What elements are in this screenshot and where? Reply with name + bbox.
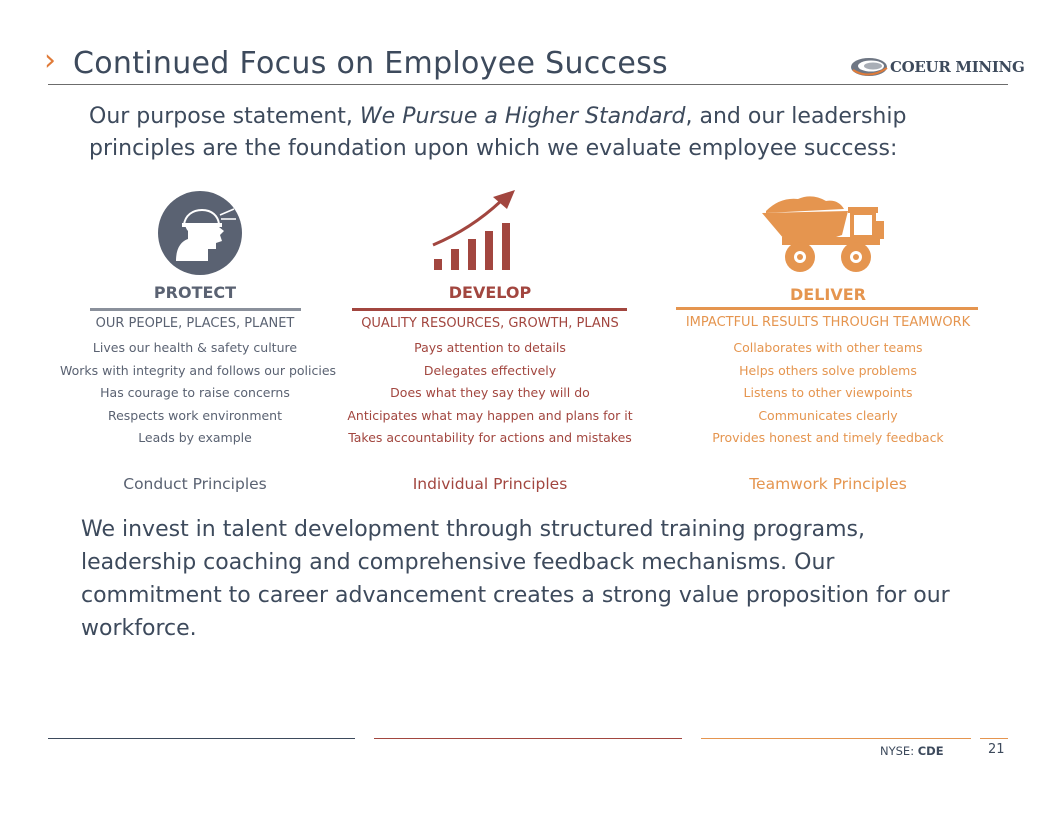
protect-footer: Conduct Principles bbox=[123, 475, 267, 493]
intro-text-before: Our purpose statement, bbox=[89, 104, 360, 129]
deliver-list bbox=[672, 337, 984, 450]
footer-line-red bbox=[374, 738, 682, 739]
develop-divider bbox=[352, 308, 627, 311]
protect-list bbox=[60, 337, 337, 450]
protect-divider bbox=[90, 308, 301, 311]
logo-mark-icon bbox=[850, 54, 890, 80]
list-item: Does what they say they will do bbox=[390, 385, 590, 400]
exchange-label: NYSE: bbox=[880, 744, 918, 758]
miner-helmet-icon bbox=[158, 191, 242, 275]
list-item: Collaborates with other teams bbox=[733, 340, 923, 355]
list-item: Delegates effectively bbox=[423, 362, 557, 378]
list-item: Listens to other viewpoints bbox=[743, 385, 913, 400]
deliver-heading: DELIVER bbox=[790, 285, 866, 304]
list-item: Helps others solve problems bbox=[739, 362, 917, 378]
list-item: Anticipates what may happen and plans for it bbox=[347, 407, 633, 423]
deliver-subheading: IMPACTFUL RESULTS THROUGH TEAMWORK bbox=[685, 315, 971, 330]
deliver-divider bbox=[676, 307, 978, 310]
logo-text: COEUR MINING bbox=[890, 58, 1025, 76]
footer-line-orange-short bbox=[980, 738, 1008, 739]
stock-ticker bbox=[880, 744, 944, 758]
title-divider bbox=[48, 84, 1008, 85]
list-item: Works with integrity and follows our policies bbox=[60, 362, 337, 378]
list-item: Communicates clearly bbox=[758, 407, 898, 423]
footer-line-orange bbox=[701, 738, 971, 739]
develop-list bbox=[345, 337, 635, 450]
develop-footer: Individual Principles bbox=[412, 475, 568, 493]
list-item: Provides honest and timely feedback bbox=[712, 430, 944, 445]
page-number: 21 bbox=[988, 742, 1005, 757]
develop-subheading: QUALITY RESOURCES, GROWTH, PLANS bbox=[361, 316, 619, 331]
footer-line-slate bbox=[48, 738, 355, 739]
list-item: Lives our health & safety culture bbox=[92, 340, 298, 355]
list-item: Has courage to raise concerns bbox=[100, 385, 290, 400]
list-item: Pays attention to details bbox=[414, 340, 566, 355]
intro-text-after: , and our leadership principles are the foundation upon which we evaluate employee success: bbox=[89, 104, 907, 161]
company-logo bbox=[850, 54, 1025, 80]
list-item: Respects work environment bbox=[107, 407, 283, 423]
ticker-symbol: CDE bbox=[917, 744, 944, 758]
intro-statement bbox=[89, 101, 959, 165]
list-item: Takes accountability for actions and mistakes bbox=[348, 430, 632, 445]
talent-development-paragraph: We invest in talent development through structured training programs, leadership coaching and comprehensive feedback mechanisms. Our commitment to career advancement creates a strong value proposition for our workforce. bbox=[81, 517, 950, 641]
develop-heading: DEVELOP bbox=[448, 283, 532, 302]
haul-truck-icon bbox=[760, 195, 888, 273]
protect-subheading: OUR PEOPLE, PLACES, PLANET bbox=[95, 316, 295, 331]
deliver-footer: Teamwork Principles bbox=[749, 475, 907, 493]
page-title: Continued Focus on Employee Success bbox=[73, 46, 668, 81]
growth-bars-arrow-icon bbox=[431, 189, 521, 273]
list-item: Leads by example bbox=[138, 430, 252, 445]
protect-heading: PROTECT bbox=[153, 283, 237, 302]
title-chevron-icon: › bbox=[44, 43, 56, 78]
purpose-statement: We Pursue a Higher Standard bbox=[359, 104, 686, 129]
